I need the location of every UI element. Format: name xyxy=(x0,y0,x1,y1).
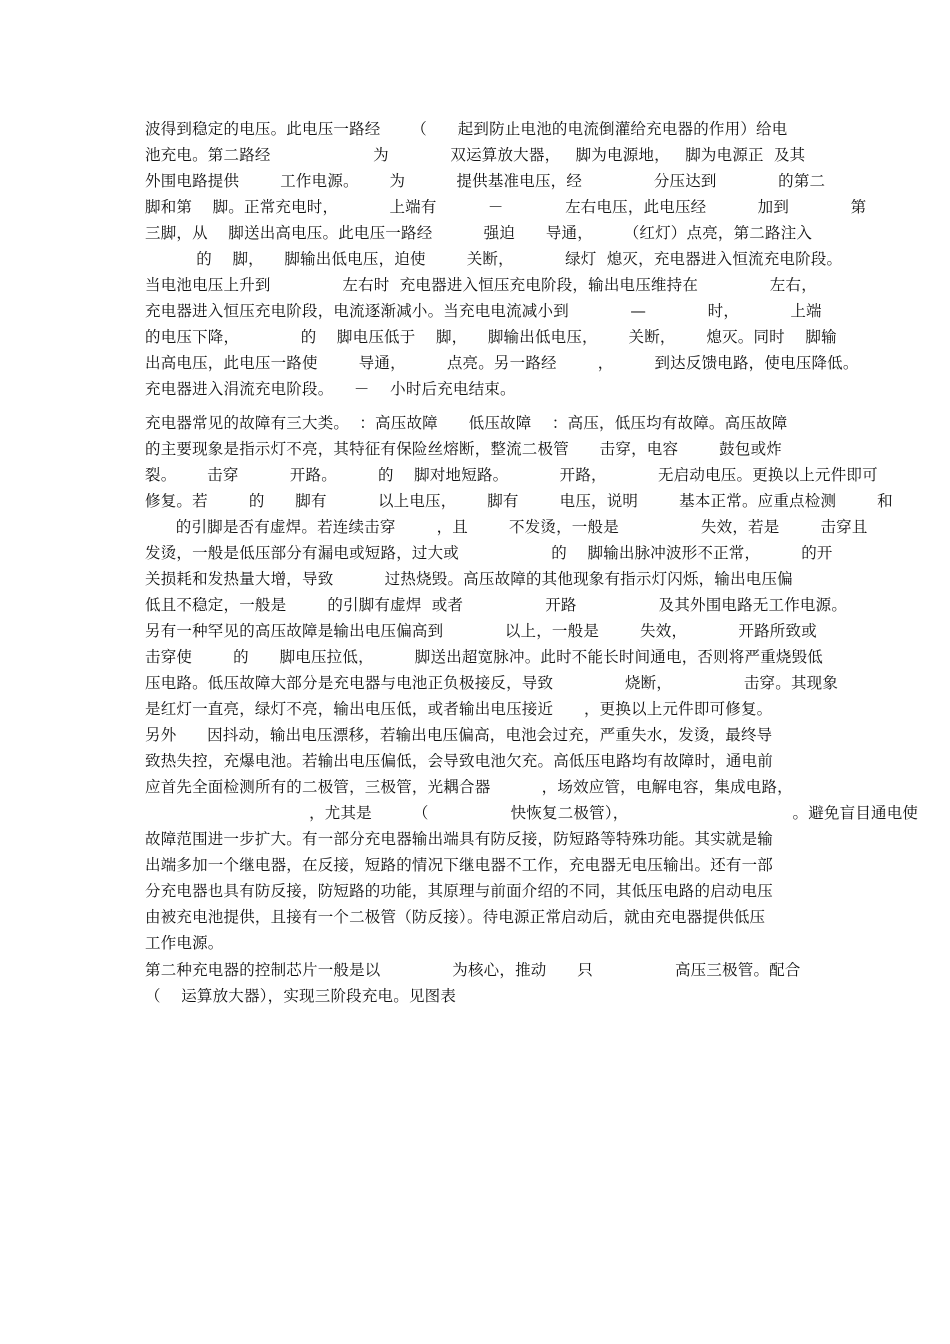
text-line: 出端多加一个继电器，在反接，短路的情况下继电器不工作，充电器无电压输出。还有一部 xyxy=(145,856,774,874)
text-line: 是红灯一直亮，绿灯不亮，输出电压低，或者输出电压接近 ，更换以上元件即可修复。 xyxy=(145,700,773,718)
text-line: 修复。若 的 脚有 以上电压， 脚有 电压，说明 基本正常。应重点检测 和 xyxy=(145,492,893,510)
text-line: 另有一种罕见的高压故障是输出电压偏高到 以上，一般是 失效， 开路所致或 xyxy=(145,622,817,640)
text-line: 压电路。低压故障大部分是充电器与电池正负极接反，导致 烧断， 击穿。其现象 xyxy=(145,674,839,692)
text-line: 三脚，从 脚送出高电压。此电压一路经 强迫 导通， （红灯）点亮，第二路注入 xyxy=(145,224,813,242)
text-line: 应首先全面检测所有的二极管，三极管，光耦合器 ，场效应管，电解电容，集成电路， xyxy=(145,778,793,796)
text-line: 另外 因抖动，输出电压漂移，若输出电压偏高，电池会过充，严重失水，发烫，最终导 xyxy=(145,726,773,744)
text-line: 故障范围进一步扩大。有一部分充电器输出端具有防反接，防短路等特殊功能。其实就是输 xyxy=(145,830,774,848)
text-line: 的电压下降， 的 脚电压低于 脚， 脚输出低电压， 关断， 熄灭。同时 脚输 xyxy=(145,328,837,346)
text-line: 分充电器也具有防反接，防短路的功能，其原理与前面介绍的不同，其低压电路的启动电压 xyxy=(145,882,774,900)
text-line: 充电器进入恒压充电阶段，电流逐渐减小。当充电电流减小到 — 时， 上端 xyxy=(145,302,822,320)
text-line: 工作电源。 xyxy=(145,934,224,952)
text-line: ，尤其是 （ 快恢复二极管）， 。避免盲目通电使 xyxy=(145,804,919,822)
text-line: 低且不稳定，一般是 的引脚有虚焊 或者 开路 及其外围电路无工作电源。 xyxy=(145,596,848,614)
paragraph-common-faults xyxy=(145,410,919,956)
text-line: 的主要现象是指示灯不亮，其特征有保险丝熔断，整流二极管 击穿，电容 鼓包或炸 xyxy=(145,440,782,458)
text-line: 波得到稳定的电压。此电压一路经 （ 起到防止电池的电流倒灌给充电器的作用）给电 xyxy=(145,120,788,138)
text-line: 充电器进入涓流充电阶段。 － 小时后充电结束。 xyxy=(145,380,516,398)
text-line: 关损耗和发热量大增，导致 过热烧毁。高压故障的其他现象有指示灯闪烁，输出电压偏 xyxy=(145,570,793,588)
text-line: 的 脚， 脚输出低电压，迫使 关断， 绿灯 熄灭，充电器进入恒流充电阶段。 xyxy=(145,250,843,268)
text-line: 由被充电池提供，且接有一个二极管（防反接）。待电源正常启动后，就由充电器提供低压 xyxy=(145,908,766,926)
text-line: 外围电路提供 工作电源。 为 提供基准电压，经 分压达到 的第二 xyxy=(145,172,826,190)
paragraph-charging-process xyxy=(145,116,867,402)
text-line: 脚和第 脚。正常充电时， 上端有 － 左右电压，此电压经 加到 第 xyxy=(145,198,867,216)
text-line: 充电器常见的故障有三大类。 ：高压故障 低压故障 ：高压，低压均有故障。高压故障 xyxy=(145,414,788,432)
text-line: 击穿使 的 脚电压拉低， 脚送出超宽脉冲。此时不能长时间通电，否则将严重烧毁低 xyxy=(145,648,823,666)
text-line: 池充电。第二路经 为 双运算放大器， 脚为电源地， 脚为电源正 及其 xyxy=(145,146,806,164)
text-line: 的引脚是否有虚焊。若连续击穿 ，且 不发烫，一般是 失效，若是 击穿且 xyxy=(145,518,868,536)
text-line: 当电池电压上升到 左右时 充电器进入恒压充电阶段，输出电压维持在 左右， xyxy=(145,276,817,294)
text-line: 致热失控，充爆电池。若输出电压偏低，会导致电池欠充。高低压电路均有故障时，通电前 xyxy=(145,752,774,770)
text-line: 第二种充电器的控制芯片一般是以 为核心，推动 只 高压三极管。配合 xyxy=(145,961,801,979)
paragraph-second-charger-type xyxy=(145,957,815,1009)
text-line: 裂。 击穿 开路。 的 脚对地短路。 开路， 无启动电压。更换以上元件即可 xyxy=(145,466,878,484)
text-line: 发烫，一般是低压部分有漏电或短路，过大或 的 脚输出脉冲波形不正常， 的开 xyxy=(145,544,833,562)
text-line: 出高电压，此电压一路使 导通， 点亮。另一路经 ， 到达反馈电路，使电压降低。 xyxy=(145,354,859,372)
text-line: （ 运算放大器），实现三阶段充电。见图表 xyxy=(145,987,457,1005)
